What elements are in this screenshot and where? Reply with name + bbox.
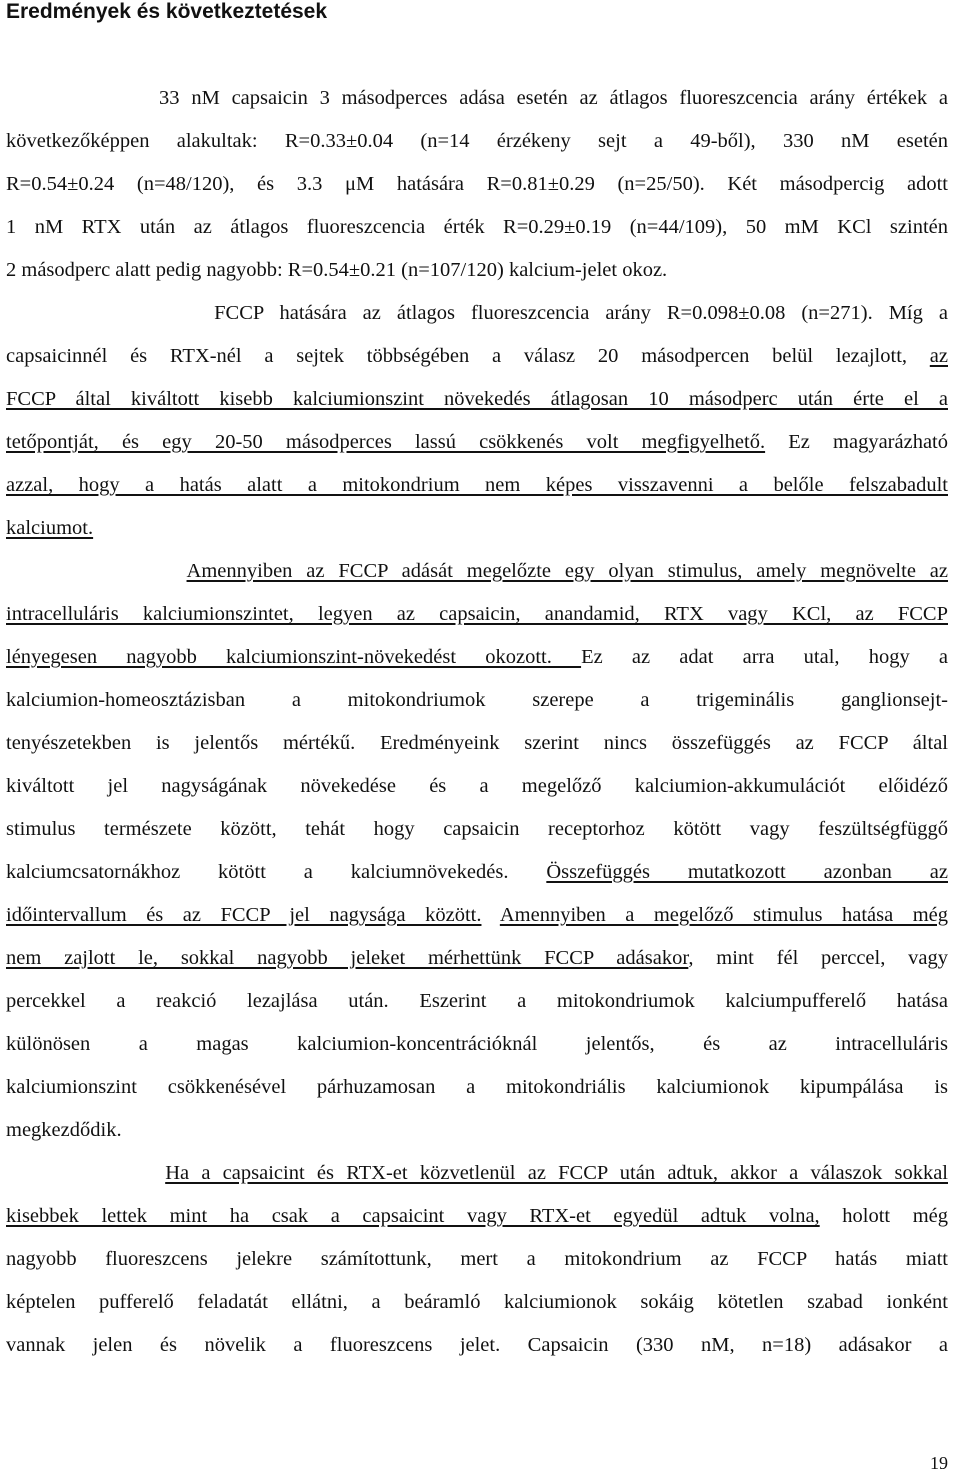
text-line xyxy=(6,1290,948,1314)
text-line xyxy=(6,516,948,540)
text-run: vannak jelen és növelik a fluoreszcens jelet. Capsaicin (330 nM, n=18) adásakor a xyxy=(6,1334,948,1356)
text-run: Ez az adat arra utal, hogy a xyxy=(581,646,949,668)
text-line xyxy=(6,258,948,282)
text-run xyxy=(481,904,499,926)
text-line xyxy=(6,1247,948,1271)
text-line xyxy=(6,301,948,325)
text-run: 2 másodperc alatt pedig nagyobb: R=0.54±0.21 (n=107/120) kalcium-jelet okoz. xyxy=(6,259,668,281)
text-line xyxy=(6,1075,948,1099)
text-line xyxy=(6,903,948,927)
text-line xyxy=(6,473,948,497)
text-line xyxy=(6,215,948,239)
underlined-text-run: Összefüggés mutatkozott azonban az xyxy=(546,861,948,883)
text-run: kalciumcsatornákhoz kötött a kalciumnövekedés. xyxy=(6,861,547,883)
text-run: nagyobb fluoreszcens jelekre számítottunk, mert a mitokondrium az FCCP hatás miatt xyxy=(6,1248,948,1270)
text-run: holott még xyxy=(819,1205,949,1227)
text-line xyxy=(6,774,948,798)
text-run: következőképpen alakultak: R=0.33±0.04 (n=14 érzékeny sejt a 49-ből), 330 nM esetén xyxy=(6,130,948,152)
underlined-text-run: az xyxy=(929,345,948,367)
underlined-text-run: lényegesen nagyobb kalciumionszint-növekedést okozott. xyxy=(6,646,582,668)
text-run: megkezdődik. xyxy=(6,1119,122,1141)
text-line xyxy=(6,1161,948,1185)
text-line xyxy=(6,1032,948,1056)
text-run: tenyészetekben is jelentős mértékű. Eredményeink szerint nincs összefüggés az FCCP által xyxy=(6,732,948,754)
text-line xyxy=(6,559,948,583)
text-line xyxy=(6,344,948,368)
text-run: percekkel a reakció lezajlása után. Eszerint a mitokondriumok kalciumpufferelő hatása xyxy=(6,990,948,1012)
text-run: Ez magyarázható xyxy=(765,431,948,453)
underlined-text-run: tetőpontját, és egy 20-50 másodperces lassú csökkenés volt megfigyelhető. xyxy=(6,431,766,453)
text-run: képtelen pufferelő feladatát ellátni, a beáramló kalciumionok sokáig kötetlen szabad ionként xyxy=(6,1291,948,1313)
text-run: FCCP hatására az átlagos fluoreszcencia arány R=0.098±0.08 (n=271). Míg a xyxy=(6,302,948,324)
underlined-text-run: azzal, hogy a hatás alatt a mitokondrium nem képes visszavenni a belőle felszabadult xyxy=(6,474,948,496)
text-line xyxy=(6,817,948,841)
text-run: 33 nM capsaicin 3 másodperces adása esetén az átlagos fluoreszcencia arány értékek a xyxy=(6,87,948,109)
text-run: 1 nM RTX után az átlagos fluoreszcencia érték R=0.29±0.19 (n=44/109), 50 mM KCl szintén xyxy=(6,216,948,238)
underlined-text-run: intracelluláris kalciumionszintet, legyen az capsaicin, anandamid, RTX vagy KCl, az FCCP xyxy=(6,603,948,625)
text-line xyxy=(6,86,948,110)
text-line xyxy=(6,602,948,626)
underlined-text-run: kalciumot. xyxy=(6,517,94,539)
text-run: , mint fél perccel, vagy xyxy=(688,947,948,969)
text-line xyxy=(6,645,948,669)
underlined-text-run: Ha a capsaicint és RTX-et közvetlenül az FCCP után adtuk, akkor a válaszok sokkal xyxy=(165,1162,948,1184)
text-run: különösen a magas kalciumion-koncentrációknál jelentős, és az intracelluláris xyxy=(6,1033,948,1055)
text-run: R=0.54±0.24 (n=48/120), és 3.3 μM hatására R=0.81±0.29 (n=25/50). Két másodpercig adott xyxy=(6,173,948,195)
text-line xyxy=(6,129,948,153)
text-line xyxy=(6,989,948,1013)
text-line xyxy=(6,172,948,196)
text-line xyxy=(6,1333,948,1357)
text-line xyxy=(6,688,948,712)
text-line xyxy=(6,860,948,884)
underlined-text-run: FCCP által kiváltott kisebb kalciumionszint növekedés átlagosan 10 másodperc után érte el a xyxy=(6,388,948,410)
underlined-text-run: nem zajlott le, sokkal nagyobb jeleket mérhettünk FCCP adásakor xyxy=(6,947,689,969)
text-run: kalciumionszint csökkenésével párhuzamosan a mitokondriális kalciumionok kipumpálása is xyxy=(6,1076,948,1098)
text-line xyxy=(6,1204,948,1228)
text-line xyxy=(6,1118,948,1142)
text-run: capsaicinnél és RTX-nél a sejtek többségében a válasz 20 másodpercen belül lezajlott, xyxy=(6,345,930,367)
section-heading: Eredmények és következtetések xyxy=(6,0,328,23)
text-line xyxy=(6,731,948,755)
underlined-text-run: Amennyiben a megelőző stimulus hatása még xyxy=(499,904,948,926)
text-line xyxy=(6,387,948,411)
underlined-text-run: időintervallum és az FCCP jel nagysága között. xyxy=(6,904,482,926)
underlined-text-run: kisebbek lettek mint ha csak a capsaicint vagy RTX-et egyedül adtuk volna, xyxy=(6,1205,820,1227)
text-run xyxy=(6,1162,165,1184)
underlined-text-run: Amennyiben az FCCP adását megelőzte egy olyan stimulus, amely megnövelte az xyxy=(186,560,949,582)
page-number: 19 xyxy=(930,1453,948,1473)
text-run xyxy=(6,560,187,582)
text-line xyxy=(6,946,948,970)
text-run: stimulus természete között, tehát hogy capsaicin receptorhoz kötött vagy feszültségfüggő xyxy=(6,818,948,840)
text-run: kiváltott jel nagyságának növekedése és a megelőző kalciumion-akkumulációt előidéző xyxy=(6,775,948,797)
text-run: kalciumion-homeosztázisban a mitokondriumok szerepe a trigeminális ganglionsejt- xyxy=(6,689,948,711)
text-line xyxy=(6,430,948,454)
